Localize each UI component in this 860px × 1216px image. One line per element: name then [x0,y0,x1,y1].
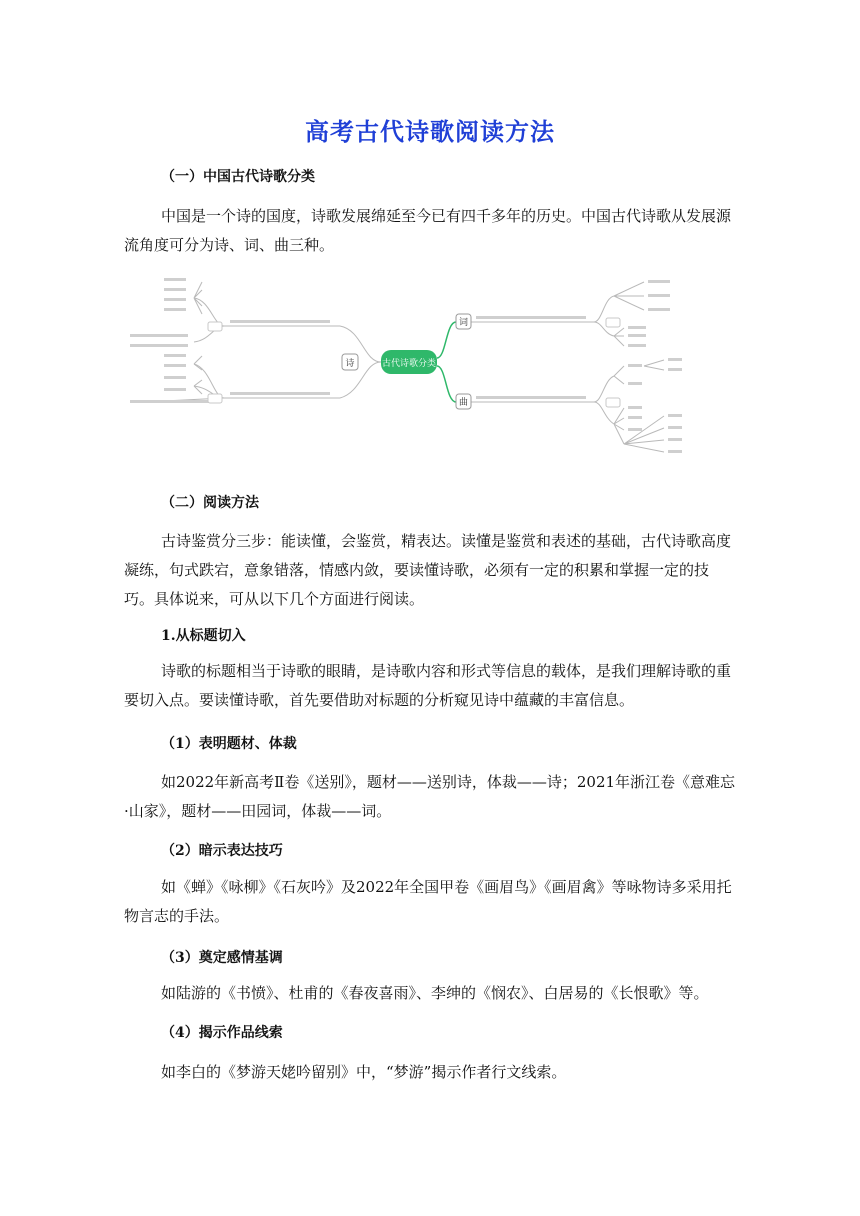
section-heading-methods: （二）阅读方法 [161,495,259,511]
subheading-clue: （4）揭示作品线索 [161,1025,283,1041]
paragraph-clue: 如李白的《梦游天姥吟留别》中，“梦游”揭示作者行文线索。 [161,1063,567,1081]
mindmap-label-qu: 曲 [458,398,469,408]
paragraph-emotion: 如陆游的《书愤》、杜甫的《春夜喜雨》、李绅的《悯农》、白居易的《长恨歌》等。 [161,984,709,1002]
mindmap-center-label: 古代诗歌分类 [381,359,437,369]
paragraph-technique: 如《蝉》《咏柳》《石灰吟》及2022年全国甲卷《画眉鸟》《画眉禽》等咏物诗多采用托物言志的手法。 [124,878,732,925]
mindmap-label-ci: 词 [458,318,469,328]
section-heading-classification: （一）中国古代诗歌分类 [161,169,315,185]
paragraph-methods: 古诗鉴赏分三步：能读懂，会鉴赏，精表达。读懂是鉴赏和表述的基础，古代诗歌高度凝练，句式跌宕，意象错落，情感内敛，要读懂诗歌，必须有一定的积累和掌握一定的技巧。具体说来，可从以下几个方面进行阅读。 [124,532,732,608]
method-heading-title: 1.从标题切入 [161,628,246,644]
paragraph-classification: 中国是一个诗的国度，诗歌发展绵延至今已有四千多年的历史。中国古代诗歌从发展源流角度可分为诗、词、曲三种。 [124,207,732,254]
document-title: 高考古代诗歌阅读方法 [305,117,555,146]
subheading-emotion: （3）奠定感情基调 [161,950,283,966]
paragraph-title-method: 诗歌的标题相当于诗歌的眼睛，是诗歌内容和形式等信息的载体，是我们理解诗歌的重要切入点。要读懂诗歌，首先要借助对标题的分析窥见诗中蕴藏的丰富信息。 [124,662,732,709]
poetry-classification-mindmap [124,268,684,464]
subheading-technique: （2）暗示表达技巧 [161,843,283,859]
paragraph-theme-genre: 如2022年新高考Ⅱ卷《送别》，题材——送别诗，体裁——诗；2021年浙江卷《意难忘·山家》，题材——田园词，体裁——词。 [124,773,736,820]
subheading-theme-genre: （1）表明题材、体裁 [161,736,297,752]
mindmap-label-shi: 诗 [345,359,355,369]
